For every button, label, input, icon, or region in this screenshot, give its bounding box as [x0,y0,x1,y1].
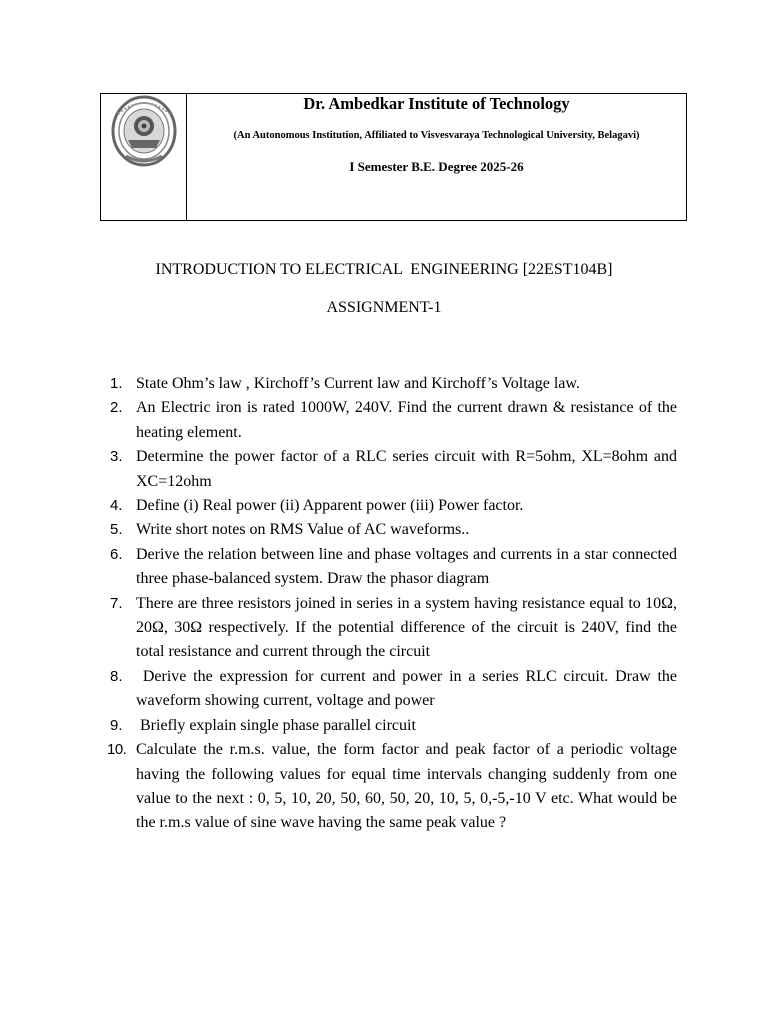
assignment-title: ASSIGNMENT-1 [326,299,442,316]
question-item [110,665,682,714]
question-number: 3. [110,448,123,466]
question-number: 7. [110,594,123,612]
question-item [110,396,677,445]
question-text: Determine the power factor of a RLC series circuit with R=5ohm, XL=8ohm and XC=12ohm [136,448,677,490]
question-list [107,372,682,836]
question-text: Briefly explain single phase parallel circuit [136,716,416,734]
header-box [100,93,687,221]
question-text: State Ohm’s law , Kirchoff’s Current law and Kirchoff’s Voltage law. [136,375,580,392]
question-item [110,543,677,592]
question-text: Derive the expression for current and power in a series RLC circuit. Draw the waveform showing current, voltage and power [136,667,682,710]
semester-label: I Semester B.E. Degree 2025-26 [349,159,524,174]
institute-seal-icon [108,94,180,170]
question-number: 2. [110,399,123,417]
question-text: Derive the relation between line and phase voltages and currents in a star connected three phase-balanced system. Draw the phasor diagram [136,545,677,588]
question-text: An Electric iron is rated 1000W, 240V. Find the current drawn & resistance of the heating element. [136,399,677,441]
question-item [110,714,677,738]
question-text: Calculate the r.m.s. value, the form factor and peak factor of a periodic voltage having the following values for equal time intervals changing suddenly from one value to the next : 0, 5, 10, 20, 50, 60, 50, 20, 10, 5, 0,-5,-10 V etc. What would be the r.m.s value of sine wave having the same peak value ? [136,741,677,832]
question-item [110,445,677,494]
question-item [110,372,677,396]
question-number: 4. [110,497,123,515]
question-number: 5. [110,521,123,539]
course-title: INTRODUCTION TO ELECTRICAL ENGINEERING [22EST104B] [155,261,613,278]
question-item [110,494,677,518]
question-text: There are three resistors joined in series in a system having resistance equal to 10Ω, 20Ω, 30Ω respectively. If the potential difference of the circuit is 240V, find the total resistance and current through the circuit [136,594,677,661]
question-number: 10. [107,741,127,759]
question-number: 6. [110,545,123,563]
question-text: Define (i) Real power (ii) Apparent power (iii) Power factor. [136,497,524,515]
question-item [107,738,677,836]
institution-affiliation: (An Autonomous Institution, Affiliated to Visvesvaraya Technological University, Belagavi) [233,130,640,141]
question-number: 8. [110,667,123,685]
question-number: 9. [110,716,123,734]
question-item [110,592,677,665]
question-text: Write short notes on RMS Value of AC waveforms.. [136,521,470,539]
logo-cell [101,94,187,220]
question-item [110,518,677,542]
question-number: 1. [110,375,123,392]
institution-name: Dr. Ambedkar Institute of Technology [303,94,570,113]
